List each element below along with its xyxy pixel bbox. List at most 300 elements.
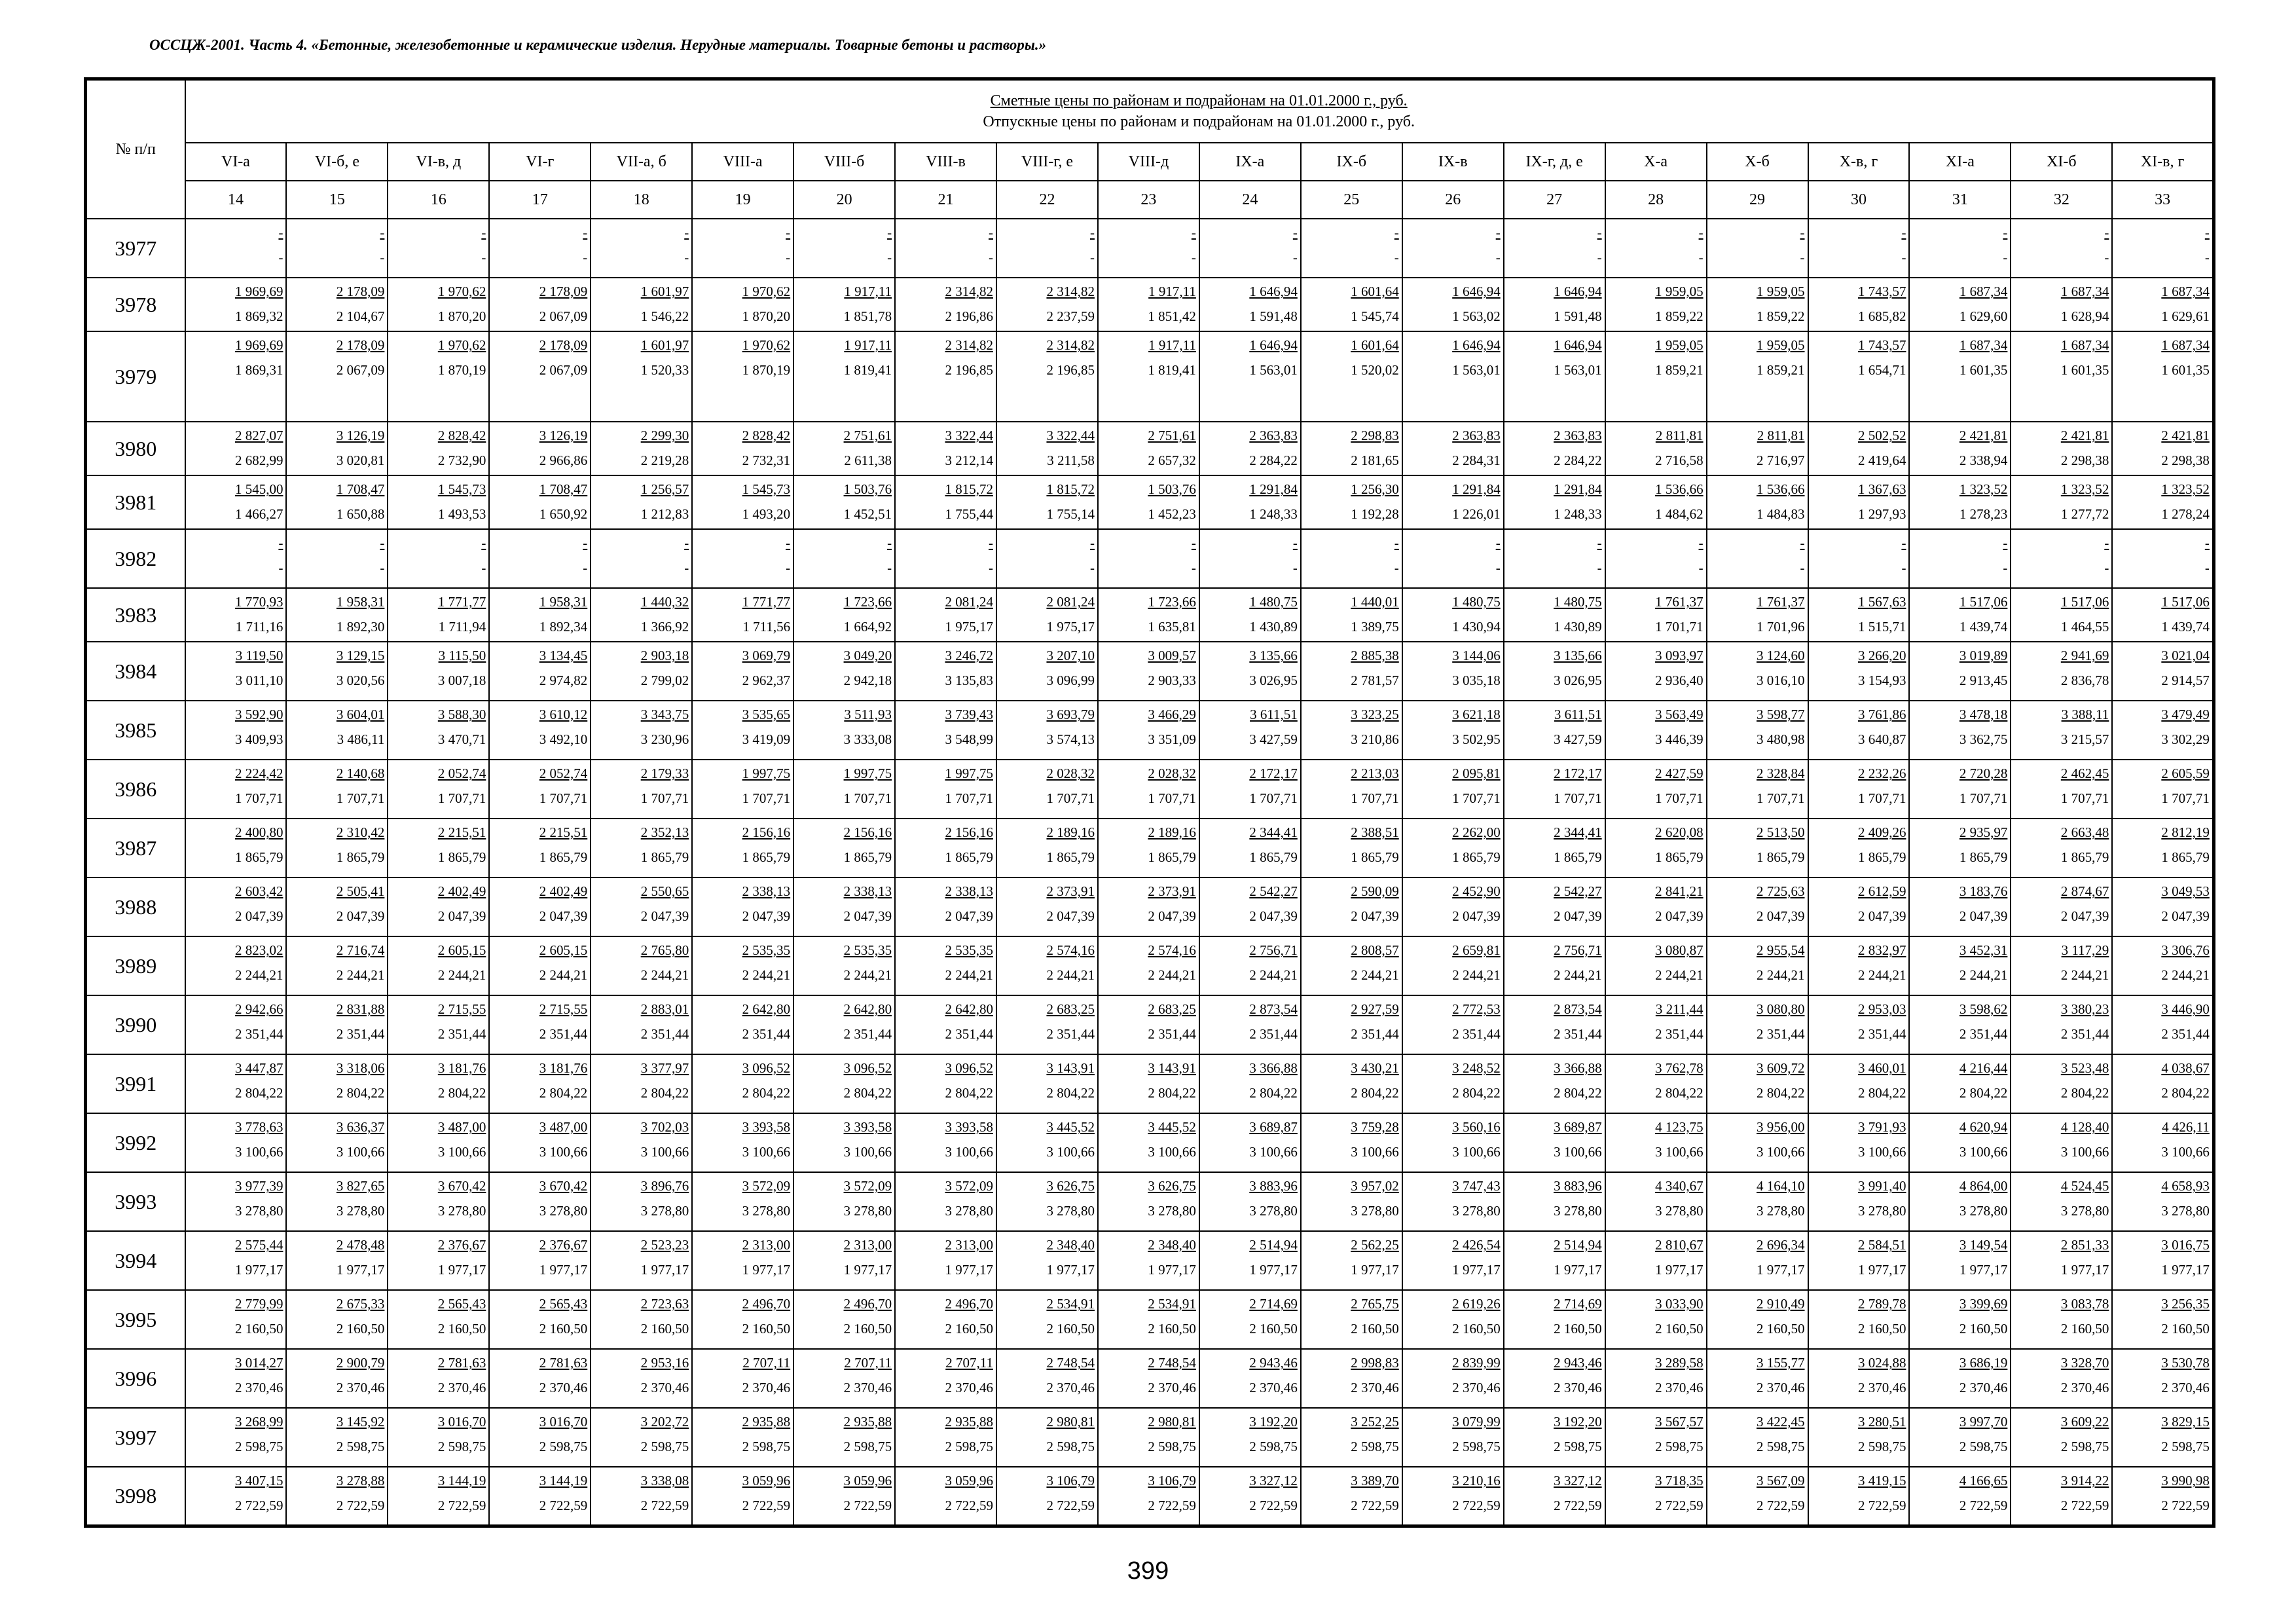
price-cell — [1707, 995, 1808, 1054]
estimate-price: 3 323,25 — [1351, 707, 1399, 722]
region-header: VIII-г, е — [996, 143, 1098, 181]
price-cell — [2112, 1408, 2214, 1467]
price-cell — [2011, 701, 2112, 760]
price-cell — [1605, 588, 1707, 642]
release-price: 2 722,59 — [336, 1498, 385, 1513]
estimate-price: 1 503,76 — [1148, 481, 1196, 497]
estimate-price: - — [583, 535, 588, 551]
price-cell — [1909, 995, 2011, 1054]
release-price: 2 722,59 — [1249, 1498, 1298, 1513]
estimate-price: 2 823,02 — [234, 942, 283, 958]
price-cell — [793, 588, 895, 642]
release-price: 3 026,95 — [1249, 673, 1298, 688]
estimate-price: 2 953,16 — [640, 1355, 689, 1371]
release-price: 2 370,46 — [1655, 1380, 1704, 1395]
price-cell — [1301, 219, 1402, 278]
estimate-price: 3 957,02 — [1351, 1178, 1399, 1194]
price-cell — [2011, 422, 2112, 475]
estimate-price: 2 574,16 — [1148, 942, 1196, 958]
release-price: 1 248,33 — [1554, 506, 1602, 522]
price-cell — [996, 1290, 1098, 1349]
price-cell — [692, 819, 793, 877]
release-price: 1 819,41 — [843, 362, 892, 378]
estimate-price: 1 815,72 — [1046, 481, 1095, 497]
release-price: 1 977,17 — [1249, 1262, 1298, 1278]
table-row — [86, 995, 2214, 1054]
estimate-price: 2 612,59 — [1857, 883, 1906, 899]
estimate-price: 1 545,73 — [437, 481, 486, 497]
estimate-price: 2 574,16 — [1046, 942, 1095, 958]
price-cell — [692, 475, 793, 529]
estimate-price: 3 572,09 — [742, 1178, 791, 1194]
price-cell — [388, 936, 489, 995]
table-row — [86, 1467, 2214, 1526]
release-price: 2 722,59 — [2161, 1498, 2210, 1513]
release-price: 1 869,32 — [234, 308, 283, 324]
estimate-price: 1 367,63 — [1857, 481, 1906, 497]
estimate-price: 3 106,79 — [1046, 1473, 1095, 1488]
release-price: 2 722,59 — [640, 1498, 689, 1513]
estimate-price: 2 310,42 — [336, 824, 385, 840]
price-cell — [1301, 877, 1402, 936]
release-price: 1 870,20 — [742, 308, 791, 324]
release-price: 2 598,75 — [1351, 1439, 1399, 1454]
price-cell — [185, 278, 287, 331]
price-cell — [1605, 422, 1707, 475]
price-cell — [1605, 760, 1707, 819]
price-cell — [1098, 1467, 1199, 1526]
release-price: 2 370,46 — [234, 1380, 283, 1395]
price-cell — [1808, 701, 1910, 760]
release-price: 2 219,28 — [640, 452, 689, 468]
estimate-price: 1 917,11 — [844, 284, 892, 299]
release-price: - — [1698, 249, 1704, 265]
estimate-price: 2 189,16 — [1148, 824, 1196, 840]
release-price: 3 278,80 — [1148, 1203, 1196, 1219]
region-header: X-в, г — [1808, 143, 1910, 181]
estimate-price: 2 313,00 — [945, 1237, 993, 1253]
estimate-price: 3 693,79 — [1046, 707, 1095, 722]
price-cell — [286, 701, 388, 760]
release-price: 1 484,83 — [1757, 506, 1805, 522]
estimate-price: 1 917,11 — [1148, 284, 1196, 299]
estimate-price: 3 366,88 — [1554, 1060, 1602, 1076]
estimate-price: - — [2104, 535, 2109, 551]
price-cell — [1301, 642, 1402, 701]
region-header: VI-в, д — [388, 143, 489, 181]
release-price: 2 351,44 — [336, 1026, 385, 1042]
estimate-price: 2 262,00 — [1452, 824, 1501, 840]
estimate-price: 2 156,16 — [843, 824, 892, 840]
estimate-price: 2 052,74 — [437, 766, 486, 781]
release-price: - — [2003, 249, 2008, 265]
estimate-price: 3 268,99 — [234, 1414, 283, 1430]
release-price: 1 707,71 — [234, 790, 283, 806]
price-cell — [1504, 529, 1605, 588]
release-price: 1 865,79 — [2060, 849, 2109, 865]
price-cell — [793, 219, 895, 278]
estimate-price: 3 256,35 — [2161, 1296, 2210, 1312]
estimate-price: 2 903,18 — [640, 648, 689, 663]
estimate-price: 2 313,00 — [742, 1237, 791, 1253]
estimate-price: 2 502,52 — [1857, 428, 1906, 443]
release-price: 1 977,17 — [742, 1262, 791, 1278]
release-price: 1 628,94 — [2060, 308, 2109, 324]
price-cell — [1909, 331, 2011, 422]
estimate-price: 3 626,75 — [1046, 1178, 1095, 1194]
release-price: 2 047,39 — [1046, 908, 1095, 924]
estimate-price: 4 216,44 — [1959, 1060, 2008, 1076]
release-price: 3 278,80 — [843, 1203, 892, 1219]
price-cell — [489, 1467, 591, 1526]
column-number: 28 — [1605, 181, 1707, 219]
estimate-price: 4 620,94 — [1959, 1119, 2008, 1135]
price-cell — [1707, 588, 1808, 642]
price-cell — [388, 819, 489, 877]
price-cell — [996, 1349, 1098, 1408]
release-price: 2 351,44 — [1046, 1026, 1095, 1042]
release-price: 3 100,66 — [1351, 1144, 1399, 1160]
price-cell — [2112, 219, 2214, 278]
estimate-price: 1 440,01 — [1351, 594, 1399, 610]
release-price: 2 351,44 — [1857, 1026, 1906, 1042]
price-cell — [996, 422, 1098, 475]
estimate-price: 3 530,78 — [2161, 1355, 2210, 1371]
release-price: 1 629,60 — [1959, 308, 2008, 324]
estimate-price: 2 542,27 — [1554, 883, 1602, 899]
release-price: 3 100,66 — [1959, 1144, 2008, 1160]
price-cell — [2112, 1349, 2214, 1408]
row-number: 3985 — [86, 701, 185, 760]
price-cell — [1808, 819, 1910, 877]
price-cell — [591, 588, 692, 642]
release-price: 3 548,99 — [945, 731, 993, 747]
release-price: 2 351,44 — [1148, 1026, 1196, 1042]
estimate-price: 2 534,91 — [1148, 1296, 1196, 1312]
release-price: 3 419,09 — [742, 731, 791, 747]
estimate-price: 3 997,70 — [1959, 1414, 2008, 1430]
price-cell — [1402, 278, 1504, 331]
release-price: 2 722,59 — [234, 1498, 283, 1513]
release-price: 1 707,71 — [1452, 790, 1501, 806]
estimate-price: 3 192,20 — [1554, 1414, 1602, 1430]
table-row — [86, 1054, 2214, 1113]
estimate-price: 2 344,41 — [1249, 824, 1298, 840]
price-cell — [895, 1349, 996, 1408]
price-cell — [388, 1408, 489, 1467]
price-cell — [489, 219, 591, 278]
estimate-price: 3 210,16 — [1452, 1473, 1501, 1488]
price-cell — [1098, 1172, 1199, 1231]
region-header: X-а — [1605, 143, 1707, 181]
estimate-price: 2 619,26 — [1452, 1296, 1501, 1312]
price-cell — [388, 1172, 489, 1231]
estimate-price: 2 811,81 — [1757, 428, 1805, 443]
estimate-price: 1 770,93 — [234, 594, 283, 610]
price-cell — [1098, 422, 1199, 475]
release-price: 1 707,71 — [843, 790, 892, 806]
estimate-price: 4 123,75 — [1655, 1119, 1704, 1135]
release-price: 2 047,39 — [1959, 908, 2008, 924]
estimate-price: 1 480,75 — [1452, 594, 1501, 610]
price-cell — [1199, 1290, 1301, 1349]
estimate-price: 1 291,84 — [1249, 481, 1298, 497]
price-cell — [1402, 588, 1504, 642]
release-price: 1 464,55 — [2060, 619, 2109, 635]
estimate-price: 2 215,51 — [539, 824, 588, 840]
estimate-price: 3 117,29 — [2061, 942, 2109, 958]
estimate-price: 2 832,97 — [1857, 942, 1906, 958]
price-cell — [1402, 331, 1504, 422]
estimate-price: 2 789,78 — [1857, 1296, 1906, 1312]
release-price: 2 804,22 — [234, 1085, 283, 1101]
estimate-price: 3 380,23 — [2060, 1001, 2109, 1017]
release-price: 3 427,59 — [1249, 731, 1298, 747]
estimate-price: 2 535,35 — [843, 942, 892, 958]
estimate-price: 1 567,63 — [1857, 594, 1906, 610]
price-cell — [1909, 877, 2011, 936]
column-number: 27 — [1504, 181, 1605, 219]
estimate-price: 4 164,10 — [1757, 1178, 1805, 1194]
estimate-price: 3 059,96 — [742, 1473, 791, 1488]
price-cell — [1707, 475, 1808, 529]
price-cell — [1098, 877, 1199, 936]
estimate-price: 1 545,73 — [742, 481, 791, 497]
estimate-price: 1 687,34 — [2161, 284, 2210, 299]
release-price: 2 804,22 — [1452, 1085, 1501, 1101]
row-number: 3992 — [86, 1113, 185, 1172]
estimate-price: 3 252,25 — [1351, 1414, 1399, 1430]
price-cell — [692, 995, 793, 1054]
estimate-price: - — [1394, 225, 1399, 240]
release-price: 2 244,21 — [1351, 967, 1399, 983]
estimate-price: 2 663,48 — [2060, 824, 2109, 840]
price-cell — [1605, 1231, 1707, 1290]
release-price: - — [481, 560, 486, 576]
estimate-price: 1 291,84 — [1554, 481, 1602, 497]
price-cell — [591, 529, 692, 588]
price-cell — [1098, 1113, 1199, 1172]
row-number: 3997 — [86, 1408, 185, 1467]
column-number: 26 — [1402, 181, 1504, 219]
estimate-price: 3 759,28 — [1351, 1119, 1399, 1135]
estimate-price: 1 687,34 — [2060, 337, 2109, 353]
price-cell — [692, 760, 793, 819]
estimate-price: - — [1597, 535, 1602, 551]
price-cell — [692, 1467, 793, 1526]
estimate-price: 1 601,97 — [640, 284, 689, 299]
estimate-price: 2 313,00 — [843, 1237, 892, 1253]
price-cell — [591, 1290, 692, 1349]
price-cell — [1909, 819, 2011, 877]
price-cell — [1808, 1349, 1910, 1408]
estimate-price: 2 751,61 — [1148, 428, 1196, 443]
release-price: 2 804,22 — [742, 1085, 791, 1101]
price-cell — [489, 877, 591, 936]
release-price: 3 035,18 — [1452, 673, 1501, 688]
release-price: - — [1191, 560, 1196, 576]
region-header: VI-б, е — [286, 143, 388, 181]
estimate-price: 4 524,45 — [2060, 1178, 2109, 1194]
release-price: 1 707,71 — [1148, 790, 1196, 806]
price-cell — [1605, 877, 1707, 936]
estimate-price: 3 124,60 — [1757, 648, 1805, 663]
release-price: 2 244,21 — [1554, 967, 1602, 983]
estimate-price: 3 389,70 — [1351, 1473, 1399, 1488]
release-price: 3 278,80 — [1351, 1203, 1399, 1219]
table-row — [86, 760, 2214, 819]
release-price: 2 804,22 — [1148, 1085, 1196, 1101]
release-price: - — [684, 249, 689, 265]
estimate-price: 1 969,69 — [234, 284, 283, 299]
release-price: 1 977,17 — [640, 1262, 689, 1278]
estimate-price: 3 598,62 — [1959, 1001, 2008, 1017]
estimate-price: 2 841,21 — [1655, 883, 1704, 899]
release-price: 2 598,75 — [1959, 1439, 2008, 1454]
release-price: 1 452,51 — [843, 506, 892, 522]
release-price: 2 419,64 — [1857, 452, 1906, 468]
price-cell — [1909, 1408, 2011, 1467]
price-cell — [185, 529, 287, 588]
release-price: 2 160,50 — [1046, 1321, 1095, 1337]
price-cell — [1402, 1467, 1504, 1526]
release-price: 1 650,88 — [336, 506, 385, 522]
price-cell — [1707, 819, 1808, 877]
estimate-price: 2 756,71 — [1249, 942, 1298, 958]
release-price: - — [1292, 560, 1298, 576]
release-price: - — [1495, 560, 1501, 576]
release-price: 1 707,71 — [1046, 790, 1095, 806]
price-cell — [489, 529, 591, 588]
price-cell — [1707, 936, 1808, 995]
release-price: 2 047,39 — [437, 908, 486, 924]
region-header: IX-г, д, е — [1504, 143, 1605, 181]
price-cell — [286, 642, 388, 701]
row-number-header: № п/п — [86, 79, 185, 219]
estimate-price: 3 718,35 — [1655, 1473, 1704, 1488]
estimate-price: 2 314,82 — [945, 337, 993, 353]
release-price: 1 865,79 — [1452, 849, 1501, 865]
release-price: 1 977,17 — [437, 1262, 486, 1278]
release-price: 2 598,75 — [2161, 1439, 2210, 1454]
table-row — [86, 642, 2214, 701]
estimate-price: 2 344,41 — [1554, 824, 1602, 840]
release-price: 2 716,58 — [1655, 452, 1704, 468]
release-price: 3 278,80 — [1757, 1203, 1805, 1219]
estimate-price: 3 059,96 — [843, 1473, 892, 1488]
price-cell — [1808, 278, 1910, 331]
release-price: 1 629,61 — [2161, 308, 2210, 324]
row-number: 3984 — [86, 642, 185, 701]
price-cell — [692, 219, 793, 278]
release-price: 2 942,18 — [843, 673, 892, 688]
estimate-price: 2 514,94 — [1249, 1237, 1298, 1253]
price-cell — [1199, 1172, 1301, 1231]
price-cell — [489, 278, 591, 331]
row-number: 3981 — [86, 475, 185, 529]
release-price: 2 903,33 — [1148, 673, 1196, 688]
table-row — [86, 1231, 2214, 1290]
price-cell — [1808, 422, 1910, 475]
estimate-price: 3 956,00 — [1757, 1119, 1805, 1135]
estimate-price: 3 080,80 — [1757, 1001, 1805, 1017]
release-price: 1 439,74 — [1959, 619, 2008, 635]
price-cell — [1199, 1113, 1301, 1172]
release-price: 1 520,33 — [640, 362, 689, 378]
estimate-price: 1 959,05 — [1757, 337, 1805, 353]
estimate-price: 2 943,46 — [1249, 1355, 1298, 1371]
release-price: 2 804,22 — [945, 1085, 993, 1101]
estimate-price: 2 314,82 — [945, 284, 993, 299]
price-cell — [489, 1408, 591, 1467]
release-price: 1 865,79 — [945, 849, 993, 865]
price-cell — [286, 219, 388, 278]
release-price: 1 493,20 — [742, 506, 791, 522]
price-cell — [1808, 1172, 1910, 1231]
price-cell — [185, 422, 287, 475]
estimate-price: - — [887, 535, 892, 551]
estimate-price: 1 970,62 — [437, 337, 486, 353]
column-number: 18 — [591, 181, 692, 219]
estimate-price: 2 496,70 — [945, 1296, 993, 1312]
price-cell — [388, 1231, 489, 1290]
price-cell — [2112, 278, 2214, 331]
price-cell — [1808, 995, 1910, 1054]
estimate-price: 3 183,76 — [1959, 883, 2008, 899]
estimate-price: 1 480,75 — [1554, 594, 1602, 610]
release-price: 2 804,22 — [1757, 1085, 1805, 1101]
price-cell — [1301, 1172, 1402, 1231]
estimate-price: 2 720,28 — [1959, 766, 2008, 781]
estimate-price: 3 572,09 — [843, 1178, 892, 1194]
estimate-price: 2 714,69 — [1249, 1296, 1298, 1312]
release-price: 3 100,66 — [539, 1144, 588, 1160]
release-price: 3 026,95 — [1554, 673, 1602, 688]
release-price: 1 870,20 — [437, 308, 486, 324]
release-price: 2 722,59 — [945, 1498, 993, 1513]
price-cell — [895, 331, 996, 422]
price-cell — [1504, 1054, 1605, 1113]
price-cell — [1909, 1467, 2011, 1526]
price-cell — [1504, 701, 1605, 760]
release-price: 1 278,23 — [1959, 506, 2008, 522]
release-price: 1 226,01 — [1452, 506, 1501, 522]
release-price: 2 160,50 — [1655, 1321, 1704, 1337]
price-cell — [1402, 219, 1504, 278]
price-cell — [591, 995, 692, 1054]
release-price: 3 100,66 — [1655, 1144, 1704, 1160]
price-cell — [996, 1172, 1098, 1231]
price-cell — [1605, 1113, 1707, 1172]
release-price: - — [583, 560, 588, 576]
price-cell — [692, 1172, 793, 1231]
estimate-price: 1 969,69 — [234, 337, 283, 353]
release-price: - — [1901, 249, 1906, 265]
release-price: 2 598,75 — [1554, 1439, 1602, 1454]
estimate-price: 1 646,94 — [1452, 337, 1501, 353]
price-cell — [1707, 1231, 1808, 1290]
price-cell — [1909, 1231, 2011, 1290]
price-cell — [793, 1113, 895, 1172]
estimate-price: 2 885,38 — [1351, 648, 1399, 663]
release-price: 1 977,17 — [1757, 1262, 1805, 1278]
column-number: 24 — [1199, 181, 1301, 219]
estimate-price: 2 478,48 — [336, 1237, 385, 1253]
release-price: 1 859,21 — [1757, 362, 1805, 378]
release-price: - — [1394, 560, 1399, 576]
estimate-price: 2 352,13 — [640, 824, 689, 840]
price-cell — [388, 588, 489, 642]
